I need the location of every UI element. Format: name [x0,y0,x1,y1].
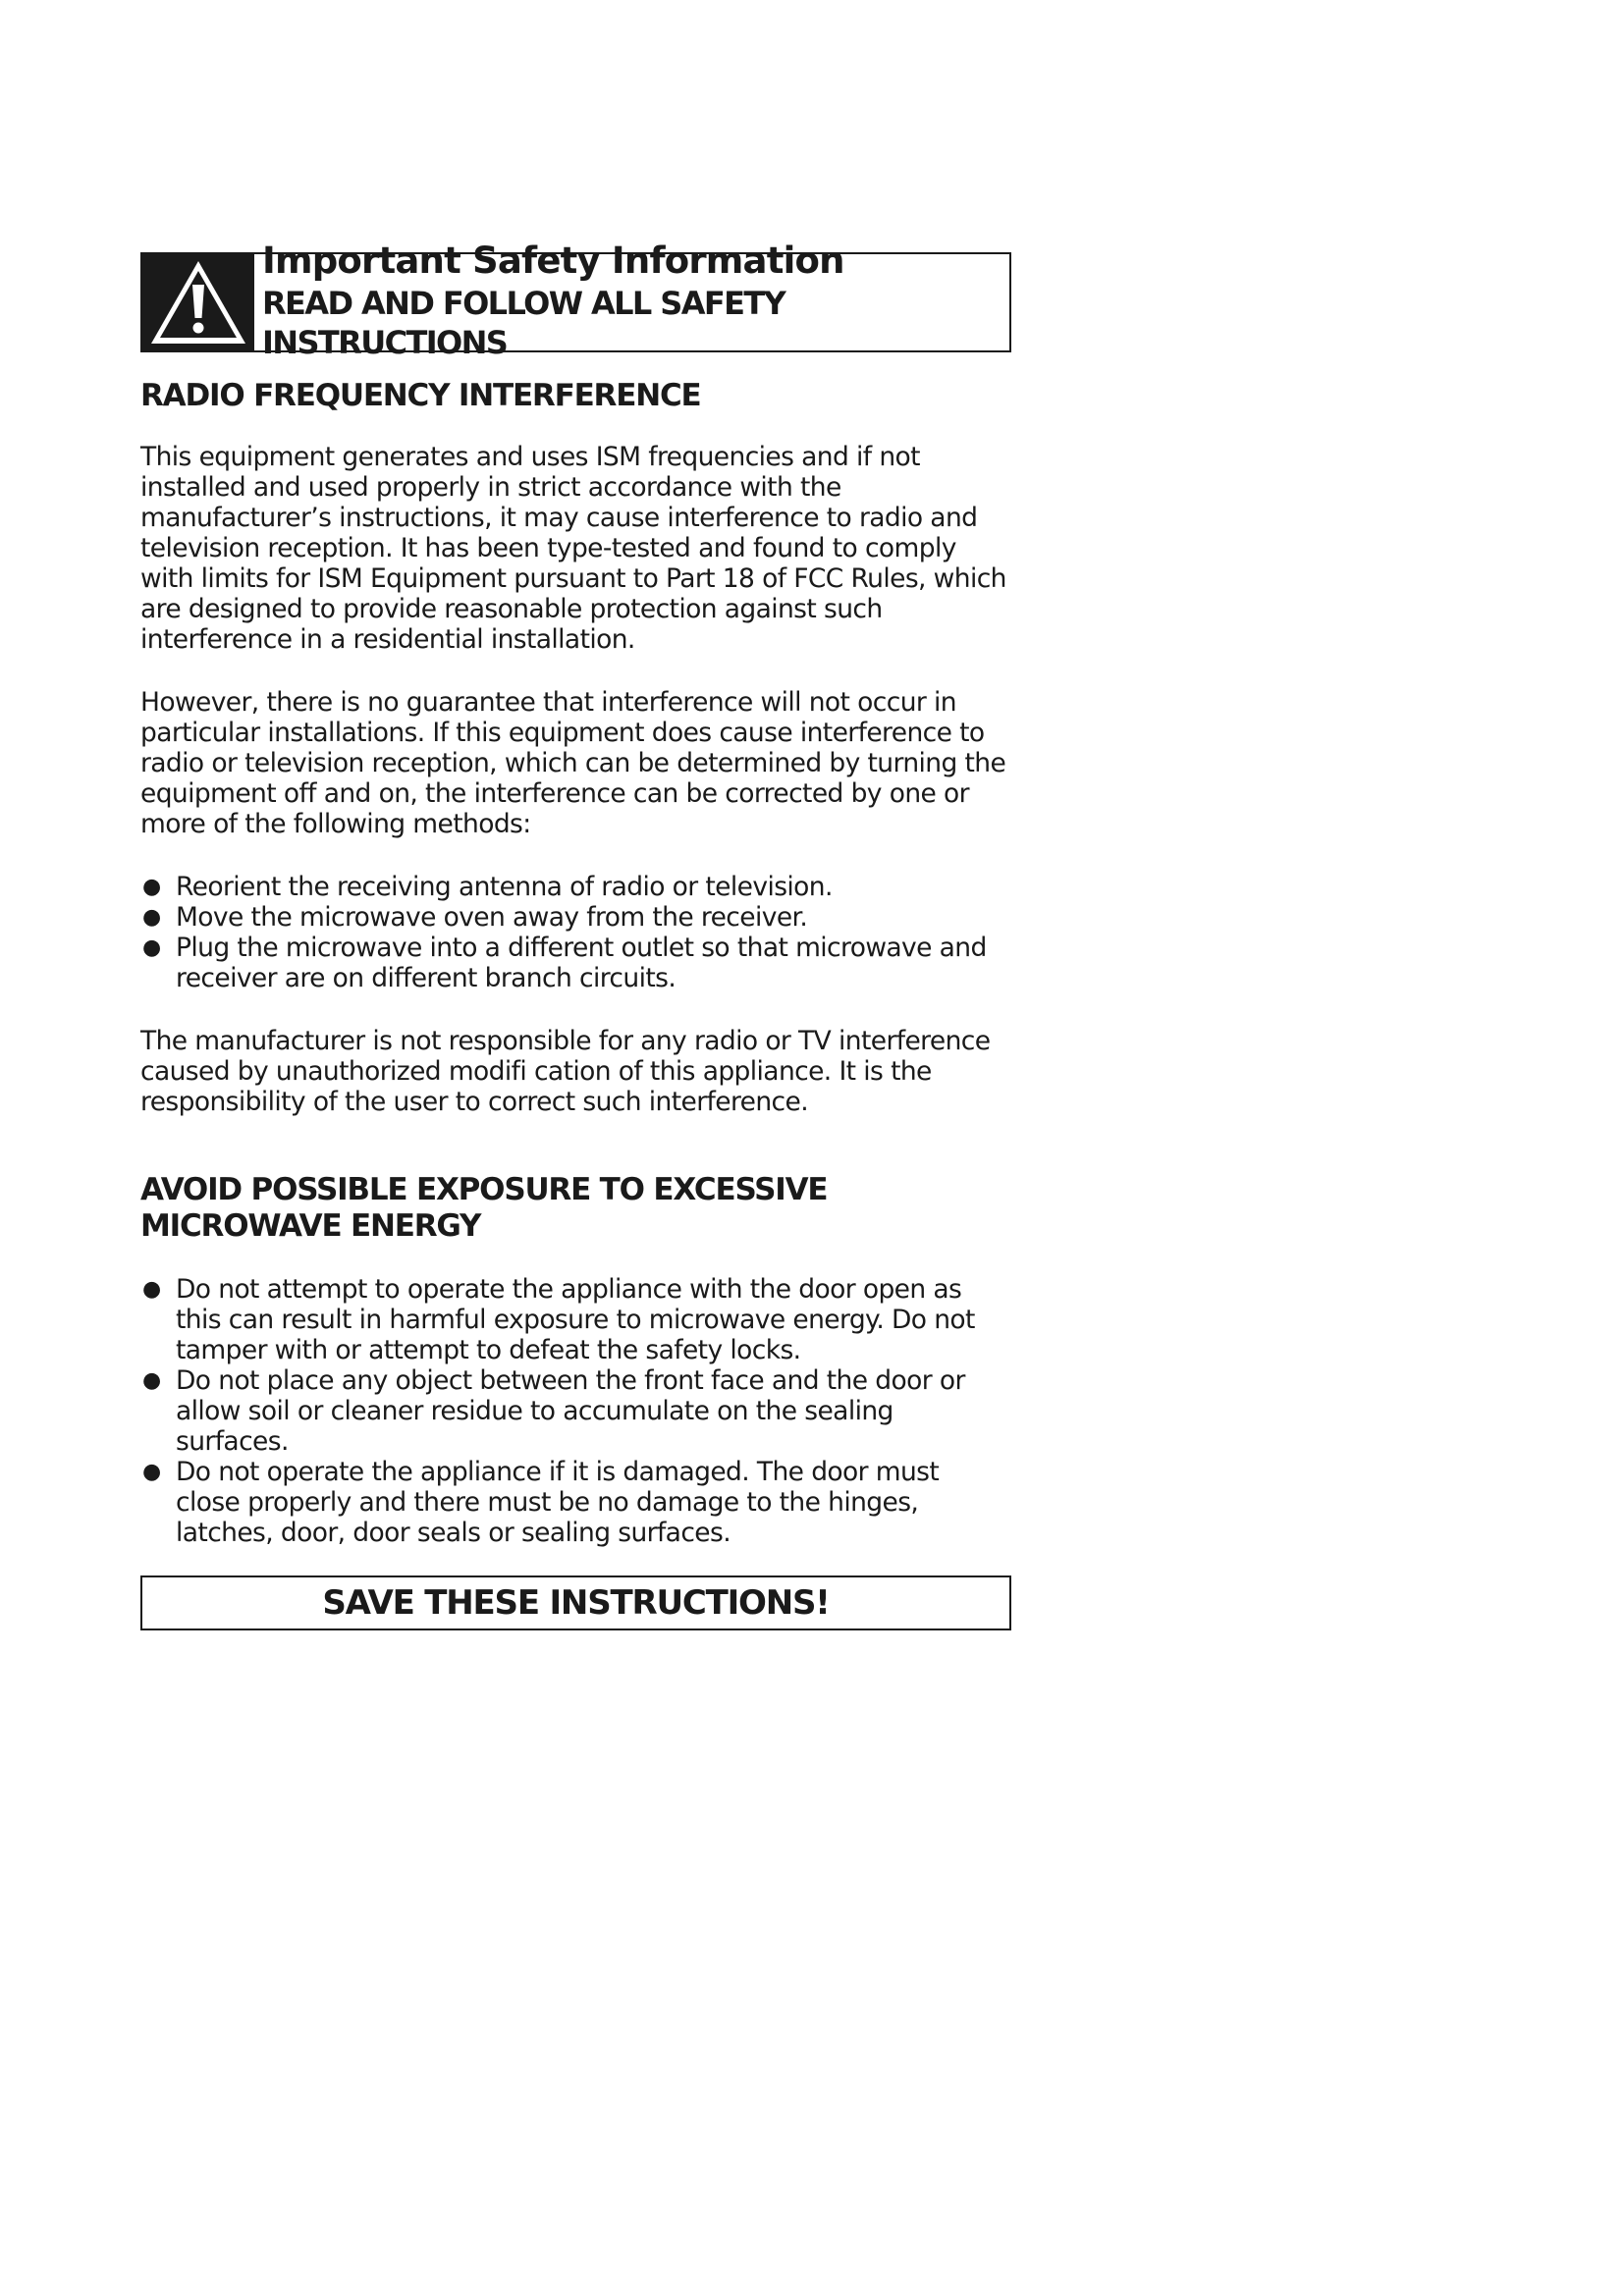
paragraph-manufacturer-responsibility: The manufacturer is not responsible for any radio or TV interference caused by unauthorized modifi cation of this appliance. It is the responsibility of the user to correct such interference. [140,1026,991,1117]
list-item-text: Move the microwave oven away from the receiver. [176,902,808,933]
header-text [254,240,1009,361]
list-item [140,1457,1011,1548]
list-item [140,933,1011,993]
save-instructions-label: SAVE THESE INSTRUCTIONS! [322,1583,830,1623]
bullet-icon: ● [142,875,161,899]
list-item [140,902,1011,933]
paragraph-no-guarantee: However, there is no guarantee that interference will not occur in particular installations. If this equipment does cause interference to radio or television reception, which can be determined by turning the equipment off and on, the interference can be corrected by one or more of the following methods: [140,687,1006,839]
list-item-text: Do not attempt to operate the appliance with the door open as this can result in harmful exposure to microwave energy. Do not tamper with or attempt to defeat the safety locks. [176,1274,975,1365]
list-item [140,1365,1011,1457]
list-item [140,872,1011,902]
bullet-icon: ● [142,1277,161,1302]
list-item [140,1274,1011,1365]
exposure-precautions-list [140,1274,1011,1548]
safety-header [140,240,1011,361]
interference-methods-list [140,872,1011,993]
bullet-icon: ● [142,905,161,930]
page-title: Important Safety Information [262,240,844,282]
paragraph-ism-frequencies: This equipment generates and uses ISM frequencies and if not installed and used properly in strict accordance with the manufacturer’s instructions, it may cause interference to radio and television reception. It has been type-tested and found to comply with limits for ISM Equipment pursuant to Part 18 of FCC Rules, which are designed to provide reasonable protection against such interference in a residential installation. [140,442,1006,655]
bullet-icon: ● [142,935,161,960]
list-item-text: Plug the microwave into a different outlet so that microwave and receiver are on different branch circuits. [176,933,987,993]
list-item-text: Do not place any object between the front face and the door or allow soil or cleaner residue to accumulate on the sealing surfaces. [176,1365,965,1457]
safety-page [140,240,1011,1630]
warning-triangle-icon [142,254,254,350]
section-heading-radio-frequency: RADIO FREQUENCY INTERFERENCE [140,378,701,413]
section-heading-microwave-exposure: AVOID POSSIBLE EXPOSURE TO EXCESSIVE MICROWAVE ENERGY [140,1172,828,1244]
list-item-text: Reorient the receiving antenna of radio or television. [176,872,833,902]
save-instructions-banner [140,1575,1011,1630]
page-subtitle: READ AND FOLLOW ALL SAFETY INSTRUCTIONS [262,285,785,361]
bullet-icon: ● [142,1368,161,1393]
list-item-text: Do not operate the appliance if it is damaged. The door must close properly and there must be no damage to the hinges, latches, door, door seals or sealing surfaces. [176,1457,940,1548]
bullet-icon: ● [142,1460,161,1484]
